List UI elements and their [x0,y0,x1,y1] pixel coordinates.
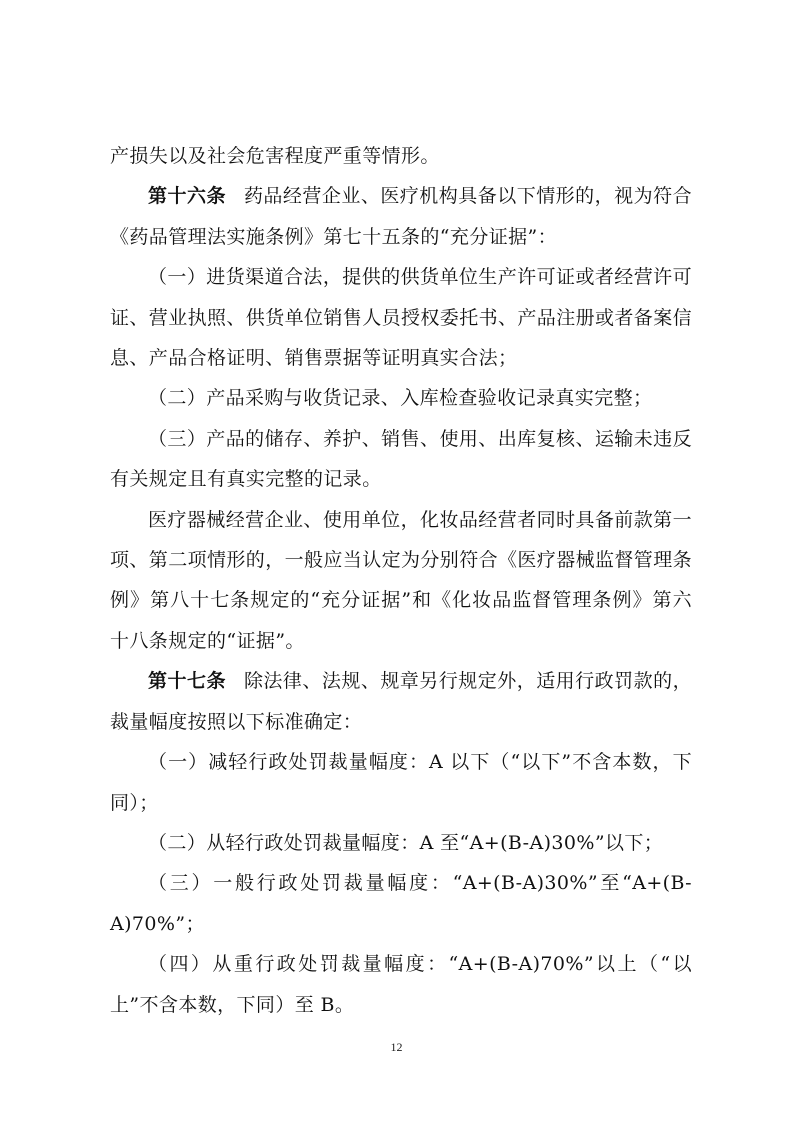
page-number: 12 [390,1040,403,1054]
paragraph-text: （三）一般行政处罚裁量幅度：“A+(B-A)30%”至“A+(B-A)70%”； [110,872,692,935]
document-body [110,136,692,1025]
penalty-range-4 [110,944,692,1025]
paragraph-text: （一）进货渠道合法，提供的供货单位生产许可证或者经营许可证、营业执照、供货单位销售人员授权委托书、产品注册或者备案信息、产品合格证明、销售票据等证明真实合法； [110,266,693,370]
list-item-1 [110,257,692,378]
penalty-range-3 [110,863,692,944]
article-number: 第十七条 [148,670,226,693]
paragraph-text: （四）从重行政处罚裁量幅度：“A+(B-A)70%”以上（“以上”不含本数，下同）至 B。 [110,953,692,1016]
paragraph-continuation [110,136,692,176]
penalty-range-2 [110,823,692,863]
article-16-paragraph [110,176,692,257]
paragraph-text: 医疗器械经营企业、使用单位，化妆品经营者同时具备前款第一项、第二项情形的，一般应当认定为分别符合《医疗器械监督管理条例》第八十七条规定的“充分证据”和《化妆品监督管理条例》第六十八条规定的“证据”。 [110,508,693,652]
article-16-second-paragraph [110,500,692,662]
article-17-paragraph [110,661,692,742]
list-item-2 [110,378,692,418]
paragraph-text: 产损失以及社会危害程度严重等情形。 [110,145,440,167]
paragraph-text: （一）减轻行政处罚裁量幅度：A 以下（“以下”不含本数，下同）； [110,751,692,814]
paragraph-text: （二）从轻行政处罚裁量幅度：A 至“A+(B-A)30%”以下； [148,831,664,854]
paragraph-text: 除法律、法规、规章另行规定外，适用行政罚款的，裁量幅度按照以下标准确定： [110,670,692,733]
list-item-3 [110,419,692,500]
paragraph-text: （二）产品采购与收货记录、入库检查验收记录真实完整； [148,387,653,410]
paragraph-text: （三）产品的储存、养护、销售、使用、出库复核、运输未违反有关规定且有真实完整的记录。 [110,427,692,491]
penalty-range-1 [110,742,692,823]
article-number: 第十六条 [148,185,226,208]
paragraph-text: 药品经营企业、医疗机构具备以下情形的，视为符合《药品管理法实施条例》第七十五条的“充分证据”： [110,185,692,248]
